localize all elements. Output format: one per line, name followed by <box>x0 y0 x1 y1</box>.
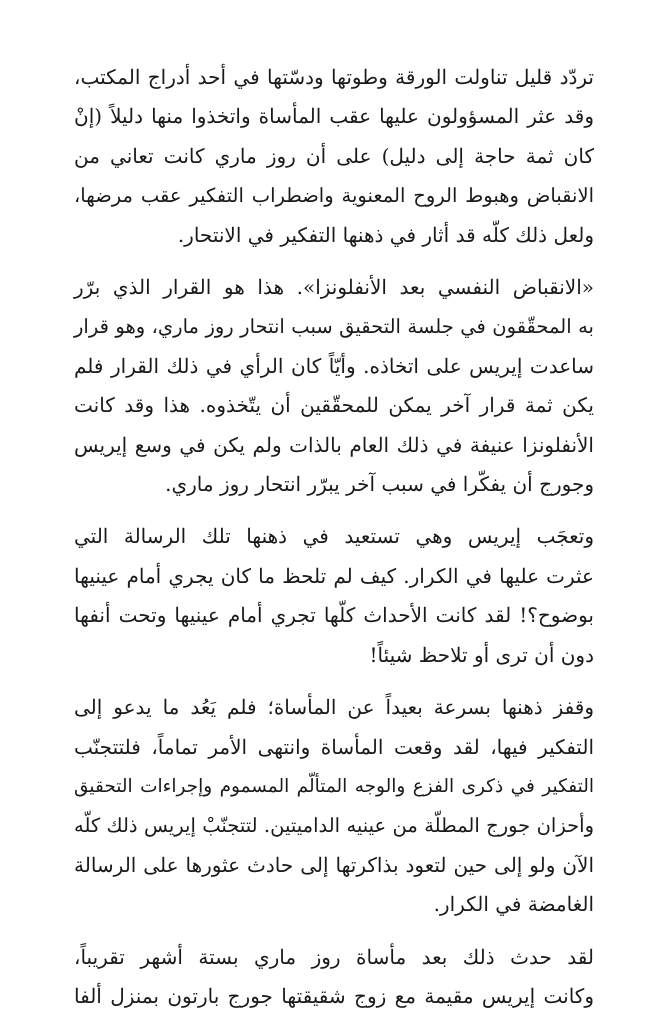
text-line: «الانقباض النفسي بعد الأنفلونزا». هذا هو القرار الذي برّر <box>74 275 594 300</box>
text-line: الأنفلونزا عنيفة في ذلك العام بالذات ولم يكن في وسع إيريس <box>74 432 594 457</box>
text-line: دون أن ترى أو تلاحظ شيئاً! <box>369 642 594 667</box>
text-line: التفكير في ذكرى الفزع والوجه المتألّم المسموم وإجراءات التحقيق <box>74 775 594 797</box>
text-line: الانقباض وهبوط الروح المعنوية واضطراب التفكير عقب مرضها، <box>74 184 594 208</box>
text-line: تردّد قليل تناولت الورقة وطوتها ودسّتها في أحد أدراج المكتب، <box>74 65 594 89</box>
text-line: الغامضة في الكرار. <box>433 892 594 917</box>
text-line: الآن ولو إلى حين لتعود بذاكرتها إلى حادث عثورها على الرسالة <box>74 852 594 877</box>
text-line: ساعدت إيريس على اتخاذه. وأيّاً كان الرأي في ذلك القرار فلم <box>74 353 594 378</box>
text-line: وجورج أن يفكّرا في سبب آخر يبرّر انتحار روز ماري. <box>165 472 594 497</box>
text-line: يكن ثمة قرار آخر يمكن للمحقّقين أن يتّخذوه. هذا وقد كانت <box>74 393 594 418</box>
text-line: بوضوح؟! لقد كانت الأحداث كلّها تجري أمام عينيها وتحت أنفها <box>74 603 594 628</box>
book-page <box>74 58 594 1029</box>
text-line: وقد عثر المسؤولون عليها عقب المأساة واتخذوا منها دليلاً (إنْ <box>74 104 594 129</box>
text-line: ولعل ذلك كلّه قد أثار في ذهنها التفكير في الانتحار. <box>177 222 594 247</box>
text-line: عثرت عليها في الكرار. كيف لم تلحظ ما كان يجري أمام عينيها <box>74 563 594 588</box>
text-line: وقفز ذهنها بسرعة بعيداً عن المأساة؛ فلم يَعُد ما يدعو إلى <box>74 695 594 720</box>
text-line: وتعجَب إيريس وهي تستعيد في ذهنها تلك الرسالة التي <box>74 524 594 549</box>
text-line: لقد حدث ذلك بعد مأساة روز ماري بستة أشهر تقريباً، <box>74 944 594 969</box>
paragraph-5 <box>74 938 594 1017</box>
text-line: وكانت إيريس مقيمة مع زوج شقيقتها جورج بارتون بمنزل ألفا <box>74 983 594 1008</box>
text-line: التفكير فيها، لقد وقعت المأساة وانتهى الأمر تماماً، فلتتجنّب <box>74 734 594 759</box>
paragraph-4 <box>74 688 594 924</box>
text-line: به المحقّقون في جلسة التحقيق سبب انتحار روز ماري، وهو قرار <box>74 315 594 339</box>
paragraph-2 <box>74 268 594 504</box>
paragraph-1 <box>74 58 594 255</box>
text-line: كان ثمة حاجة إلى دليل) على أن روز ماري كانت تعاني من <box>74 143 594 168</box>
text-line: وأحزان جورج المطلّة من عينيه الداميتين. لتتجنّبْ إيريس ذلك كلّه <box>74 814 594 838</box>
paragraph-3 <box>74 517 594 675</box>
